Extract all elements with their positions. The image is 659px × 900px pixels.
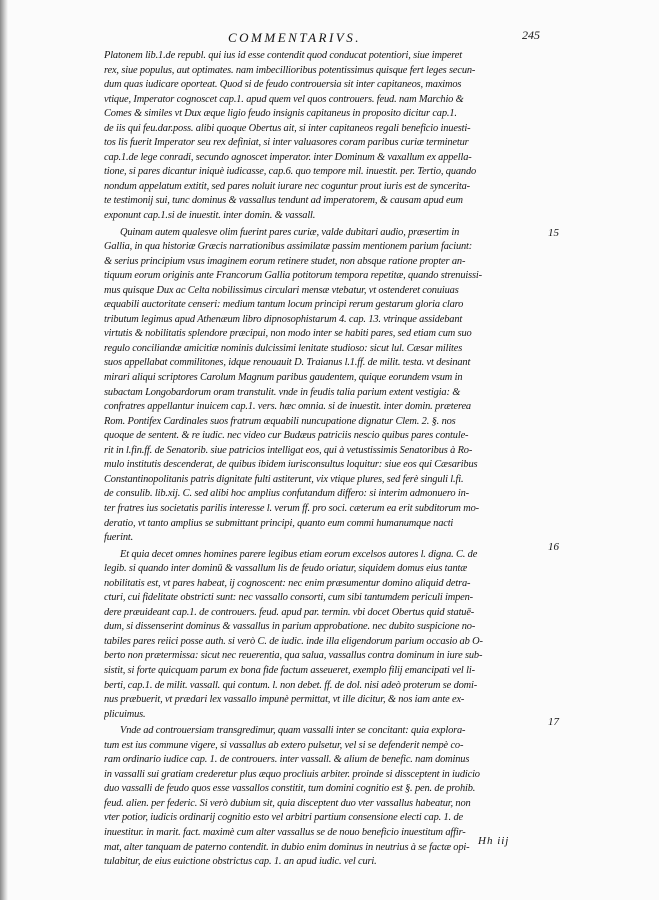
- text-line: de consulib. lib.xij. C. sed alibi hoc amplius confutandum differo: si interim admonuero in-: [104, 488, 469, 500]
- text-line: tributum legimus apud Athenæum libro dipnosophistarum 4. cap. 13. vtrinque assidebant: [104, 313, 463, 325]
- text-line: feud. alien. per federic. Si verò dubium sit, quia disceptent duo vter vassallus habeatur, non: [104, 797, 471, 809]
- text-line: mus quisque Dux ac Celta nobilissimus circulari mensæ vtebatur, vt ostenderet conuiuas: [104, 284, 459, 296]
- text-line: rex, siue populus, aut optimates. nam imbecillioribus potentissimus quisque fert leges secun-: [104, 64, 476, 76]
- text-line: subactam Longobardorum oram transtulit. vnde in feudis talia parium extent vestigia: &: [104, 386, 461, 398]
- text-line: Vnde ad controuersiam transgredimur, quam vassalli inter se concitant: quia explora-: [120, 725, 466, 737]
- text-line: Comes & similes vt Dux æque ligio feudo insignis capitaneus in proposito dicitur cap.1.: [104, 108, 457, 120]
- text-line: regulo conciliandæ amicitiæ nominis dulcissimi lenitate studioso: sicut lul. Cæsar milites: [104, 342, 463, 354]
- paragraph: [104, 49, 540, 224]
- text-line: mirari aliqui scriptores Carolum Magnum paribus gaudentem, quique eorundem vsum in: [104, 372, 463, 384]
- margin-number-17: 17: [548, 716, 559, 728]
- signature-mark: Hh iij: [478, 835, 510, 847]
- text-line: deratio, vt tanto amplius se submittant principi, quanto eum commi humanumque nacti: [104, 517, 454, 529]
- text-line: dum, si dissenserint dominus & vassallus in parium approbatione. nec dubito suspicione no-: [104, 621, 476, 633]
- text-line: tulabitur, de eius euictione obstrictus cap. 1. an apud iudic. vel curi.: [104, 856, 377, 868]
- text-line: de iis qui feu.dar.poss. alibi quoque Obertus ait, si inter capitaneos regali beneficio inuesti-: [104, 122, 471, 134]
- margin-number-15: 15: [548, 227, 559, 239]
- text-line: vter potior, iudicis ordinarij cognitio esto vel arbitri partium consensione electi cap. 1. de: [104, 812, 463, 824]
- text-line: vtique, Imperator cognoscet cap.1. apud quem vel quos controuers. feud. nam Marchio &: [104, 93, 464, 105]
- text-line: tos lis fuerit Imperator seu rex definiat, si inter valuasores coram paribus curiæ terminetur: [104, 137, 469, 149]
- text-line: nobilitatis est, vt pares habeat, ij cognoscent: nec enim præsumentur domino aliquid detra-: [104, 577, 471, 589]
- text-line: dere præuideant cap.1. de controuers. feud. apud par. termin. vbi docet Obertus quid statuē-: [104, 606, 475, 618]
- text-line: tum est ius commune vigere, si vassallus ab extero pulsetur, vel si se defenderit nempè co-: [104, 739, 464, 751]
- running-head: COMMENTARIVS.: [228, 30, 361, 45]
- text-line: plicuimus.: [104, 708, 146, 720]
- paragraph: [104, 548, 540, 723]
- text-line: confratres appellantur inuicem cap.1. vers. hæc omnia. si de inuestit. inter domin. præterea: [104, 401, 471, 413]
- text-line: Quinam autem qualesve olim fuerint pares curiæ, valde dubitari audio, præsertim in: [120, 226, 460, 238]
- text-line: berti, cap.1. de milit. vassall. qui contum. l. non debet. ff. de dol. nisi adeò proterum se domi-: [104, 679, 478, 691]
- text-line: quoque de sentent. & re iudic. nec video cur Budæus patriciis nescio quibus pares contule-: [104, 430, 469, 442]
- text-line: Platonem lib.1.de republ. qui ius id esse contendit quod conducat potentiori, siue imperet: [104, 50, 463, 61]
- text-line: berto non prætermissa: sicut nec reuerentia, qua salua, vassallus contra dominum in iure sub-: [104, 650, 483, 662]
- text-line: & serius principium vsus imaginem eorum retinere studet, non absque ratione propter an-: [104, 255, 466, 267]
- text-line: nondum appelatum extitit, sed pares noluit iurare nec coguntur prout iuris est de syncerita-: [104, 180, 470, 192]
- text-line: fuerint.: [104, 532, 134, 544]
- text-line: tabiles pares reiici posse auth. si verò C. de iudic. inde illa eligendorum parium occasio ab O-: [104, 635, 483, 647]
- text-line: æquabili auctoritate censeri: medium tantum locum principi rerum gestarum gloria claro: [104, 299, 464, 311]
- page-number: 245: [522, 28, 540, 42]
- text-line: exponunt cap.1.si de inuestit. inter domin. & vassall.: [104, 210, 316, 222]
- paragraph: [104, 226, 540, 546]
- text-line: rit in l.fin.ff. de Senatorib. siue patricios intelligat eos, qui à vetustissimis Senatoribus à Ro-: [104, 444, 473, 456]
- paragraph: [104, 724, 540, 869]
- text-line: inuestitur. in marit. fact. maximè cum alter vassallus se de nouo beneficio inuestitum affir-: [104, 826, 466, 838]
- text-line: sistit, si forte quicquam parum ex bona fide factum asseueret, exemplo filij emancipati vel li-: [104, 664, 475, 676]
- margin-number-16: 16: [548, 541, 559, 553]
- text-line: te testimonij sui, tunc dominus & vassallus tendunt ad imperatorem, & causam apud eum: [104, 195, 463, 207]
- text-line: tione, si pares dicantur iniquè iudicasse, cap.6. quo tempore mil. inuestit. per. Tertio, quando: [104, 166, 477, 178]
- text-line: mat, alter tanquam de paterno contendit. in dubio enim dominus in neutrius à se factæ opi-: [104, 841, 470, 853]
- text-line: ter fratres ius societatis parilis interesse l. verum ff. pro soci. cæterum ea erit subditorum mo-: [104, 502, 479, 514]
- text-line: Et quia decet omnes homines parere legibus etiam eorum excelsos autores l. digna. C. de: [120, 548, 478, 560]
- text-line: Constantinopolitanis patris dignitate fulti astiterunt, vix vtique plures, sed ferè singuli l.fi.: [104, 473, 464, 485]
- text-line: in vassalli sui gratiam crederetur plus æquo procliuis arbiter. proinde si dissceptent in iudicio: [104, 768, 480, 780]
- text-line: tiquum eorum originis ante Francorum Gallia potitorum tempora repetitæ, quando strenuissi-: [104, 270, 482, 282]
- text-line: virtutis & nobilitatis splendore præcipui, non modo inter se habiti pares, sed etiam cum suo: [104, 328, 472, 340]
- text-line: Rom. Pontifex Cardinales suos fratrum æquabili nuncupatione dignatur Clem. 2. §. nos: [104, 415, 456, 427]
- text-line: cap.1.de lege conradi, secundo agnoscet imperator. inter Dominum & vaxallum ex appella-: [104, 151, 472, 163]
- text-line: duo vassalli de feudo quos esse vassallos constitit, tum domini cognitio est §. pen. de prohib.: [104, 783, 476, 795]
- text-line: suos appellabat commilitones, idque renouauit D. Traianus l.1.ff. de milit. testa. vt desinant: [104, 357, 471, 369]
- body-text: [104, 49, 540, 870]
- text-line: Gallia, in qua historiæ Græcis narrationibus assimilatæ passim mentionem parium faciunt:: [104, 241, 473, 253]
- text-line: dum quas iudicare oporteat. Quod si de feudo controuersia sit inter capitaneos, maximos: [104, 79, 462, 91]
- text-line: nus præbuerit, vt prædari lex vassallo impunè permittat, vt ille dicitur, & nos iam ante ex-: [104, 694, 465, 706]
- text-line: cturi, cui fidelitate obstricti sunt: nec vassallo consorti, cum sibi tantumdem periculi impen-: [104, 592, 473, 604]
- page-gutter-shadow: [0, 0, 8, 900]
- text-line: mulo institutis descenderat, de quibus ibidem iurisconsultus loquitur: siue eos qui Cæsaribus: [104, 459, 478, 471]
- text-line: legib. si quando inter dominū & vassallum lis de feudo oriatur, siquidem domus eius tantæ: [104, 563, 468, 575]
- text-line: ram ordinario iudice cap. 1. de controuers. inter vassall. & alium de benefic. nam dominus: [104, 754, 470, 766]
